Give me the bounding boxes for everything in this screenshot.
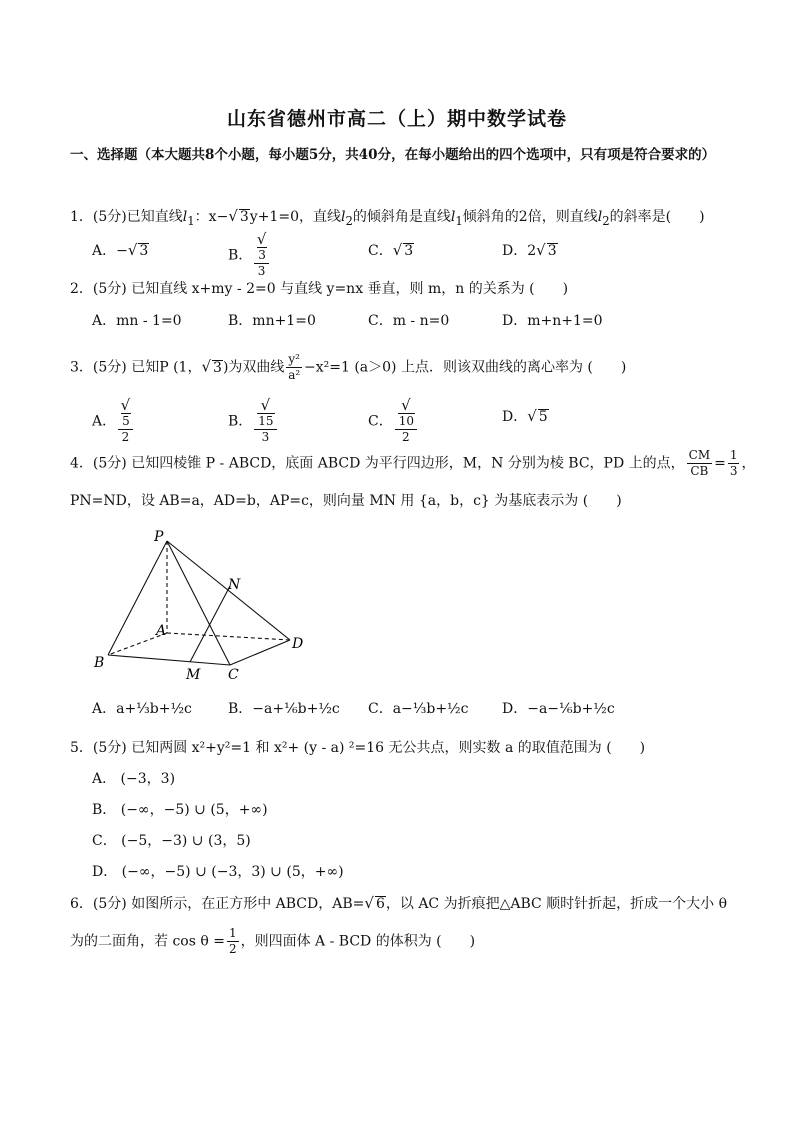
q2-option-b[interactable]: B．mn+1=0	[228, 313, 316, 329]
q3-frac-num: y²	[288, 352, 300, 366]
q1-a-radicand: 3	[139, 243, 149, 259]
sqrt-symbol: √	[228, 207, 238, 225]
q5-option-d[interactable]: D． (−∞，−5) ∪ (−3，3) ∪ (5，+∞)	[92, 864, 344, 880]
q1-b-fraction	[254, 232, 269, 279]
q3-text-2: )为双曲线	[222, 359, 285, 376]
section-header: 一、选择题（本大题共8个小题，每小题5分，共40分，在每小题给出的四个选项中，只有项是符合要求的）	[70, 147, 716, 163]
sqrt-symbol: √	[127, 241, 138, 259]
label-b: B	[94, 655, 105, 671]
q4-ratio-num: CM	[688, 448, 711, 462]
q4-comma: ，	[741, 455, 756, 472]
q1-text: 已知直线	[126, 209, 183, 225]
question-4	[70, 448, 755, 479]
q1-l2-sub: 2	[345, 213, 353, 228]
label-d: D	[292, 636, 304, 652]
q1-text-2: 的倾斜角是直线	[352, 209, 451, 225]
q3-option-a[interactable]	[92, 398, 135, 445]
q4-option-a[interactable]: A．a+⅓b+½c	[92, 701, 192, 717]
q1-eq: y+1=0，直线	[249, 209, 341, 225]
q3-d-label: D．	[502, 409, 528, 425]
q5-number: 5．	[70, 740, 93, 756]
q1-l1b: l	[450, 209, 456, 225]
q2-number: 2．	[70, 281, 93, 297]
q6-number: 6．	[70, 896, 93, 912]
q1-text-3: 倾斜角的2倍，则直线	[462, 209, 598, 225]
label-p: P	[154, 529, 164, 545]
q3-option-c[interactable]	[368, 398, 419, 445]
q6-frac-den: 2	[228, 942, 237, 956]
sqrt-symbol: √	[256, 230, 267, 248]
q1-b-num: 3	[258, 248, 266, 262]
q3-b-den: 3	[261, 430, 270, 444]
label-m: M	[186, 667, 201, 683]
q1-score: (5分)	[92, 209, 127, 225]
q4-value-fraction	[728, 448, 740, 479]
q1-text-4: 的斜率是( )	[609, 209, 705, 225]
question-1	[70, 206, 705, 228]
question-6-line-2	[70, 926, 475, 957]
q1-b-label: B．	[228, 247, 253, 264]
q3-frac-den: a²	[288, 368, 301, 382]
q1-l1b-sub: 1	[455, 213, 463, 228]
q4-text-1: (5分) 已知四棱锥 P - ABCD，底面 ABCD 为平行四边形，M，N 分别为棱 BC，PD 上的点，	[92, 455, 685, 472]
q3-text-3: −x²=1 (a＞0) 上点．则该双曲线的离心率为 ( )	[304, 359, 627, 376]
q6-fraction	[227, 926, 239, 957]
q4-ratio-den: CB	[690, 464, 709, 478]
question-3	[70, 352, 626, 383]
label-c: C	[228, 667, 239, 683]
q6-text-1: (5分) 如图所示，在正方形中 ABCD，AB=	[92, 896, 365, 912]
q6-radicand: 6	[375, 896, 385, 912]
q6-text-4: ，则四面体 A - BCD 的体积为 ( )	[240, 933, 476, 950]
q4-value-den: 3	[729, 464, 738, 478]
q3-number: 3．	[70, 359, 93, 376]
q2-option-d[interactable]: D．m+n+1=0	[502, 313, 603, 329]
q1-l2b: l	[597, 209, 603, 225]
q3-b-label: B．	[228, 413, 253, 430]
q3-a-den: 2	[121, 430, 130, 444]
q4-value-num: 1	[729, 448, 738, 462]
q5-text: (5分) 已知两圆 x²+y²=1 和 x²+ (y - a) ²=16 无公共点，则实数 a 的取值范围为 ( )	[92, 740, 646, 756]
sqrt-symbol: √	[527, 407, 537, 425]
q5-option-b[interactable]: B． (−∞，−5) ∪ (5，+∞)	[92, 802, 268, 818]
q4-option-c[interactable]: C．a−⅓b+½c	[368, 701, 469, 717]
q4-option-b[interactable]: B．−a+⅙b+½c	[228, 701, 340, 717]
question-4-line-2: PN=ND，设 AB=a，AD=b，AP=c，则向量 MN 用 {a，b，c} 为基底表示为 ( )	[70, 493, 622, 509]
sqrt-symbol: √	[364, 894, 374, 912]
q1-l1-sub: 1	[187, 213, 195, 228]
edge-bc	[108, 655, 230, 665]
question-2	[70, 278, 568, 298]
sqrt-symbol: √	[392, 241, 403, 259]
q3-fraction	[286, 352, 302, 383]
label-a: A	[156, 623, 167, 639]
sqrt-symbol: √	[260, 396, 271, 414]
q4-ratio-fraction	[687, 448, 712, 479]
q1-l2: l	[340, 209, 346, 225]
q1-b-den: 3	[257, 264, 266, 278]
sqrt-symbol: √	[401, 396, 411, 414]
q6-text-2: ，以 AC 为折痕把△ABC 顺时针折起，折成一个大小 θ	[385, 896, 728, 912]
q1-l1: l	[182, 209, 188, 225]
q3-c-label: C．	[368, 413, 393, 430]
exam-title: 山东省德州市高二（上）期中数学试卷	[226, 108, 567, 130]
q3-radicand: 3	[213, 359, 222, 376]
q3-c-fraction	[395, 398, 417, 445]
edge-ad	[167, 633, 290, 640]
q6-text-3: 为的二面角，若 cos θ =	[70, 933, 225, 950]
sqrt-symbol: √	[201, 357, 212, 376]
q1-radicand: 3	[239, 209, 249, 225]
sqrt-symbol: √	[120, 396, 131, 414]
q4-equals: =	[714, 455, 726, 472]
q6-frac-num: 1	[228, 926, 237, 940]
question-5	[70, 737, 645, 757]
q1-c-radicand: 3	[404, 243, 414, 259]
q2-option-a[interactable]: A．mn - 1=0	[92, 313, 182, 329]
q3-b-num: 15	[258, 414, 274, 428]
question-6	[70, 893, 727, 913]
q5-option-a[interactable]: A． (−3，3)	[92, 771, 176, 787]
q3-b-fraction	[254, 398, 276, 445]
q1-number: 1．	[70, 209, 93, 225]
q1-option-b[interactable]	[228, 232, 271, 279]
q1-d-radicand: 3	[547, 243, 557, 259]
q1-option-a[interactable]	[92, 240, 149, 260]
q1-c-label: C．	[368, 243, 393, 259]
q1-option-d[interactable]	[502, 240, 558, 260]
q1-l2b-sub: 2	[602, 213, 610, 228]
sqrt-symbol: √	[536, 241, 546, 259]
q1-d-label: D．2	[502, 243, 537, 259]
q5-option-c[interactable]: C． (−5，−3) ∪ (3，5)	[92, 833, 251, 849]
q3-a-fraction	[118, 398, 133, 445]
q3-c-num: 10	[398, 414, 414, 428]
label-n: N	[228, 577, 241, 593]
q1-option-c[interactable]	[368, 240, 414, 260]
q3-d-radicand: 5	[538, 409, 548, 425]
q2-text: (5分) 已知直线 x+my - 2=0 与直线 y=nx 垂直，则 m，n 的关系为 ( )	[92, 281, 569, 297]
q3-a-label: A．	[92, 413, 117, 430]
q4-number: 4．	[70, 455, 93, 472]
q3-text-1: (5分) 已知P (1，	[92, 359, 202, 376]
q4-option-d[interactable]: D．−a−⅙b+½c	[502, 701, 615, 717]
q1-eq-prefix: ：x−	[194, 209, 229, 225]
q3-option-d[interactable]	[502, 406, 549, 426]
edge-cd	[230, 640, 290, 665]
q2-option-c[interactable]: C．m - n=0	[368, 313, 450, 329]
q3-option-b[interactable]	[228, 398, 279, 445]
pyramid-figure	[90, 525, 320, 685]
q1-a-label: A．−	[92, 243, 128, 259]
q3-a-num: 5	[122, 414, 130, 428]
q3-c-den: 2	[402, 430, 410, 444]
